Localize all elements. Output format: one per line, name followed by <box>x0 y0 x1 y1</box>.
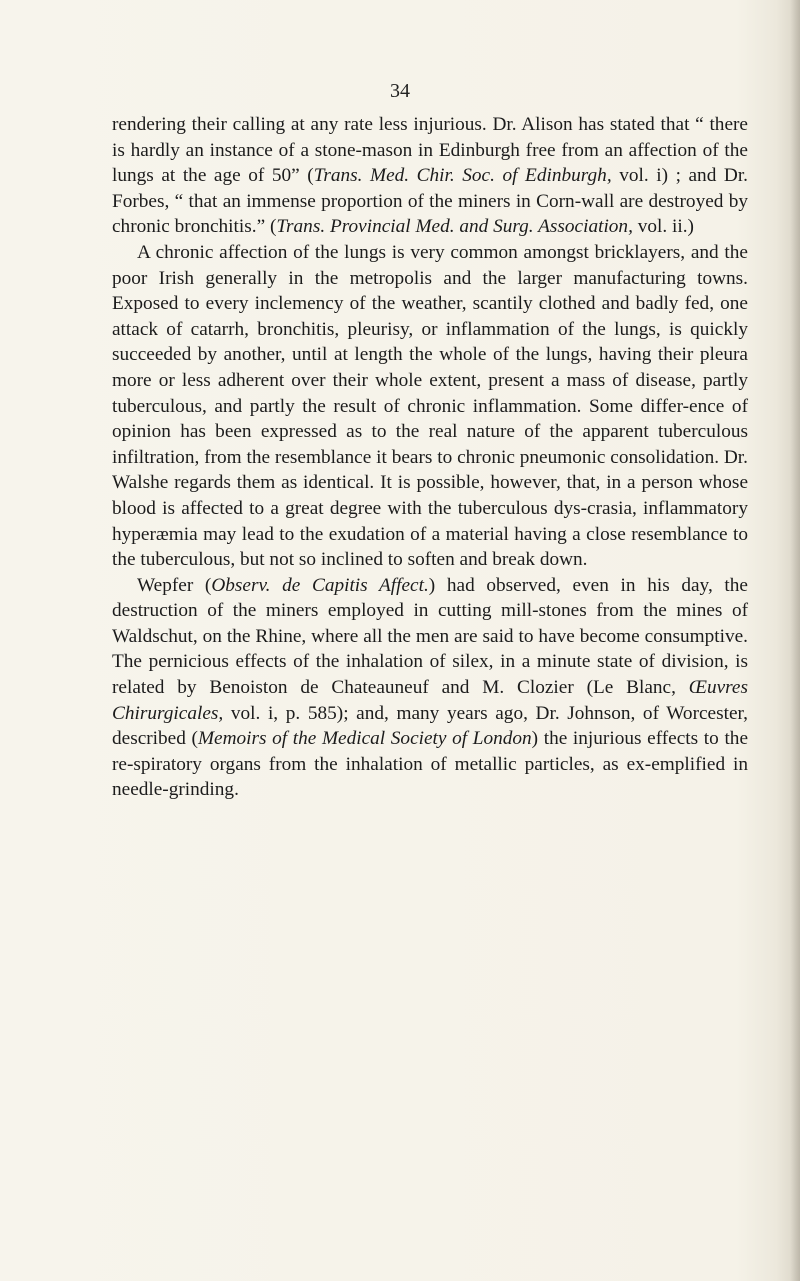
page-edge-shadow <box>790 0 800 1281</box>
text-run: A chronic affection of the lungs is very common amongst bricklayers, and the poor Irish generally in the metropolis and the larger manufacturing towns. Exposed to every inclemency of the weather, scantily clothed and badly fed, one attack of catarrh, bronchitis, pleurisy, or inflammation of the lungs, is quickly succeeded by another, until at length the whole of the lungs, having their pleura more or less adherent over their whole extent, present a mass of disease, partly tuberculous, and partly the result of chronic inflammation. Some differ-ence of opinion has been expressed as to the real nature of the apparent tuberculous infiltration, from the resemblance it bears to chronic pneumonic consolidation. Dr. Walshe regards them as identical. It is possible, however, that, in a person whose blood is affected to a great degree with the tuberculous dys-crasia, inflammatory hyperæmia may lead to the exudation of a material having a close resemblance to the tuberculous, but not so inclined to soften and break down. <box>112 241 748 571</box>
citation-italic: Trans. Med. Chir. Soc. of Edinburgh, <box>313 165 612 187</box>
text-run: ) the injurious effects to the re-spiratory organs from the inhalation of metallic particles, as ex-emplified in needle-grinding. <box>112 728 748 801</box>
paragraph <box>112 573 748 803</box>
text-run: Wepfer ( <box>137 574 212 596</box>
paragraph <box>112 112 748 240</box>
text-run: ) had observed, even in his day, the destruction of the miners employed in cutting mill-stones from the mines of Waldschut, on the Rhine, where all the men are said to have become consumptive. The pernicious effects of the inhalation of silex, in a minute state of division, is related by Benoiston de Chateauneuf and M. Clozier (Le Blanc, <box>112 574 748 699</box>
citation-italic: Observ. de Capitis Affect. <box>211 574 429 596</box>
text-run: rendering their calling at any rate less injurious. Dr. Alison has stated that “ there is hardly an instance of a stone-mason in Edinburgh free from an affection of the lungs at the age of 50” ( <box>112 114 748 187</box>
text-run: vol. ii.) <box>632 216 694 238</box>
paragraph <box>112 240 748 573</box>
text-run: vol. i) ; and Dr. Forbes, “ that an immense proportion of the miners in Corn-wall are destroyed by chronic bronchitis.” ( <box>112 165 748 238</box>
text-run: vol. i, p. 585); and, many years ago, Dr. Johnson, of Worcester, described ( <box>112 702 748 750</box>
citation-italic: Memoirs of the Medical Society of London <box>197 728 532 750</box>
page-number: 34 <box>390 80 410 102</box>
body-text <box>112 112 748 803</box>
citation-italic: Œuvres Chirurgicales, <box>112 677 748 724</box>
citation-italic: Trans. Provincial Med. and Surg. Association, <box>276 216 633 238</box>
